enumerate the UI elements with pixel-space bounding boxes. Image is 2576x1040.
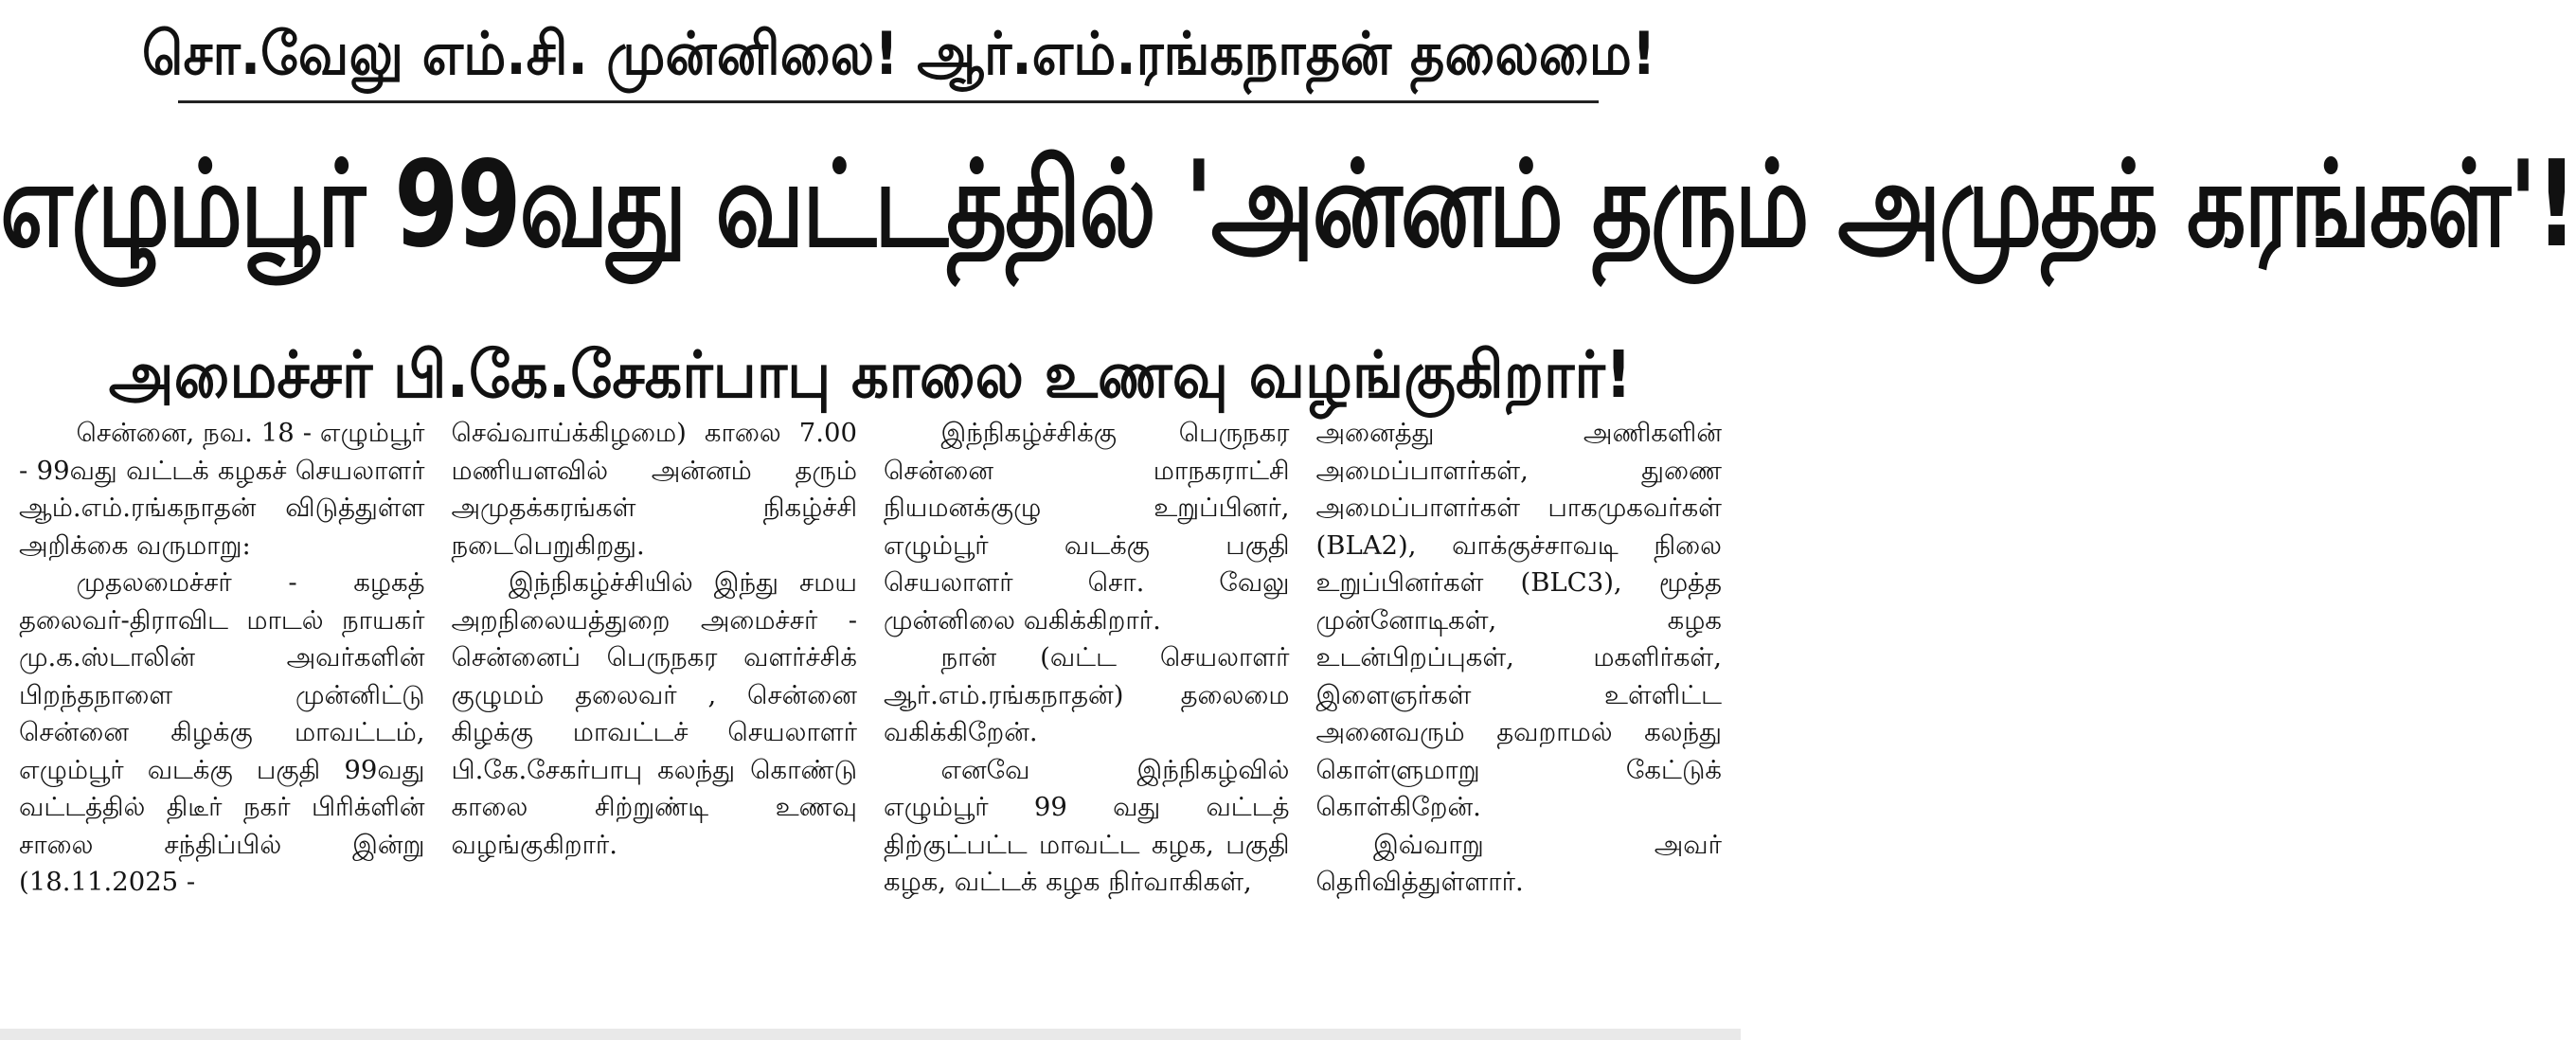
paragraph: இந்நிகழ்ச்சிக்கு பெருநகர சென்னை மாநகராட்சி நியமனக்குழு உறுப்பினர், எழும்பூர் வடக்கு பகுதி செயலாளர் சொ. வேலு முன்னிலை வகிக்கிறார். [884, 418, 1290, 636]
paragraph: எனவே இந்நிகழ்வில் எழும்பூர் 99 வது வட்டத் திற்குட்பட்ட மாவட்ட கழக, பகுதி கழக, வட்டக் கழக நிர்வாகிகள், [884, 754, 1290, 897]
sub-headline: அமைச்சர் பி.கே.சேகர்பாபு காலை உணவு வழங்குகிறார்! [108, 336, 1633, 413]
paragraph: நான் (வட்ட செயலாளர் ஆர்.எம்.ரங்கநாதன்) தலைமை வகிக்கிறேன். [884, 642, 1290, 747]
paragraph: சென்னை, நவ. 18 - எழும்பூர் - 99வது வட்டக் கழகச் செயலாளர் ஆம்.எம்.ரங்கநாதன் விடுத்துள்ள அறிக்கை வருமாறு: [19, 418, 425, 561]
page-edge [0, 1029, 1741, 1040]
article-body [6, 415, 1735, 1021]
paragraph: முதலமைச்சர் - கழகத் தலைவர்-திராவிட மாடல் நாயகர் மு.க.ஸ்டாலின் அவர்களின் பிறந்தநாளை முன்னிட்டு சென்னை கிழக்கு மாவட்டம், எழும்பூர் வடக்கு பகுதி 99வது வட்டத்தில் திடீர் நகர் பிரிக்ளின் சாலை சந்திப்பில் இன்று (18.11.2025 - [19, 567, 425, 897]
column-3 [870, 415, 1303, 1021]
column-1 [6, 415, 438, 1021]
column-2 [438, 415, 871, 1021]
paragraph: அனைத்து அணிகளின் அமைப்பாளர்கள், துணை அமைப்பாளர்கள் பாகமுகவர்கள் (BLA2), வாக்குச்சாவடி நிலை உறுப்பினர்கள் (BLC3), மூத்த முன்னோடிகள், கழக உடன்பிறப்புகள், மகளிர்கள், இளைஞர்கள் உள்ளிட்ட அனைவரும் தவறாமல் கலந்து கொள்ளுமாறு கேட்டுக் கொள்கிறேன். [1315, 418, 1722, 822]
paragraph: செவ்வாய்க்கிழமை) காலை 7.00 மணியளவில் அன்னம் தரும் அமுதக்கரங்கள் நிகழ்ச்சி நடைபெறுகிறது. [451, 418, 857, 561]
paragraph: இவ்வாறு அவர் தெரிவித்துள்ளார். [1315, 829, 1722, 897]
paragraph: இந்நிகழ்ச்சியில் இந்து சமய அறநிலையத்துறை அமைச்சர் - சென்னைப் பெருநகர வளர்ச்சிக் குழுமம் தலைவர் , சென்னை கிழக்கு மாவட்டச் செயலாளர் பி.கே.சேகர்பாபு கலந்து கொண்டு காலை சிற்றுண்டி உணவு வழங்குகிறார். [451, 567, 857, 860]
column-4 [1303, 415, 1736, 1021]
kicker-headline: சொ.வேலு எம்.சி. முன்னிலை! ஆர்.எம்.ரங்கநாதன் தலைமை! [142, 19, 1656, 89]
main-headline: எழும்பூர் 99வது வட்டத்தில் 'அன்னம் தரும் அமுதக் கரங்கள்'! [0, 135, 2576, 275]
